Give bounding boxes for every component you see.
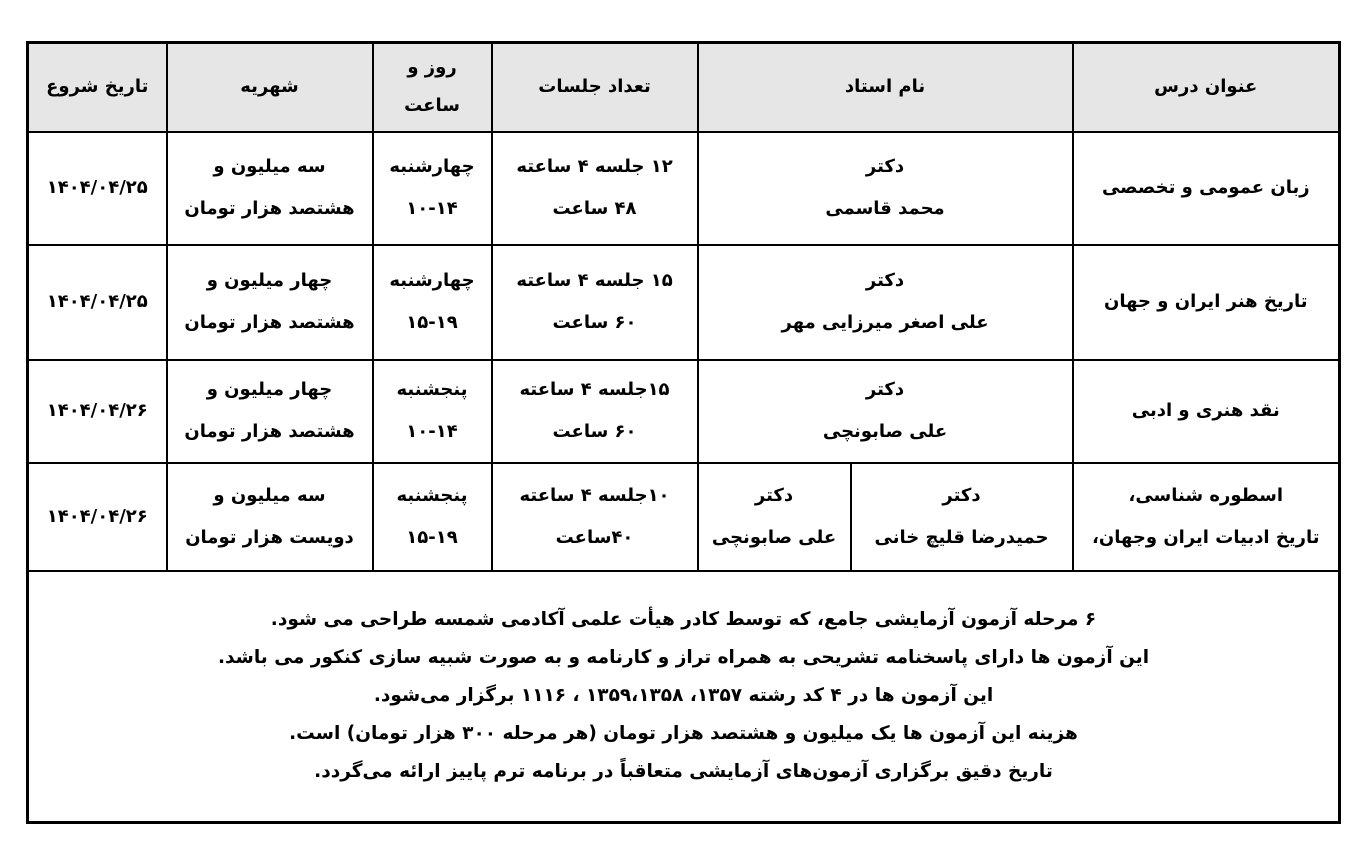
header-course-title: عنوان درس (1073, 43, 1340, 132)
table-row (28, 463, 1340, 571)
instructor-cell (698, 463, 851, 571)
note-line: این آزمون ها در ۴ کد رشته ۱۳۵۷، ۱۳۵۹،۱۳۵۸ ، ۱۱۱۶ برگزار می‌شود. (373, 685, 994, 707)
start-date-cell: ۱۴۰۴/۰۴/۲۵ (28, 132, 167, 245)
header-tuition: شهریه (167, 43, 373, 132)
tuition-line1: سه میلیون و (213, 156, 326, 177)
header-day-time-line1: روز و (407, 57, 457, 79)
header-instructor: نام استاد (698, 43, 1073, 132)
course-title-line2: تاریخ ادبیات ایران وجهان، (1092, 526, 1320, 548)
tuition-line1: چهار میلیون و (206, 270, 333, 291)
tuition-cell (167, 463, 373, 571)
day-time-cell (373, 245, 492, 360)
instructor-title: دکتر (865, 270, 905, 291)
table-row (28, 245, 1340, 360)
instructor-title: دکتر (865, 156, 905, 177)
header-row (28, 43, 1340, 132)
sessions-count: ۱۵ جلسه ۴ ساعته (516, 270, 673, 291)
tuition-line2: هشتصد هزار تومان (184, 312, 355, 333)
instructor-cell (698, 132, 1073, 245)
sessions-cell (492, 245, 698, 360)
time-label: ۱۰-۱۴ (406, 421, 458, 442)
note-line: ۶ مرحله آزمون آزمایشی جامع، که توسط کادر هیأت علمی آکادمی شمسه طراحی می شود. (270, 609, 1097, 631)
instructor-name: محمد قاسمی (825, 198, 945, 219)
sessions-cell (492, 132, 698, 245)
tuition-line2: هشتصد هزار تومان (184, 198, 355, 219)
tuition-line1: چهار میلیون و (206, 379, 333, 400)
note-line: تاریخ دقیق برگزاری آزمون‌های آزمایشی متعاقباً در برنامه ترم پاییز ارائه می‌گردد. (314, 761, 1053, 783)
course-title-cell: نقد هنری و ادبی (1073, 360, 1340, 463)
tuition-line2: دویست هزار تومان (185, 526, 354, 548)
table-row (28, 132, 1340, 245)
day-label: پنجشنبه (396, 379, 468, 400)
header-day-time-line2: ساعت (404, 95, 460, 117)
course-schedule-table (26, 41, 1341, 824)
day-label: چهارشنبه (389, 156, 475, 177)
course-title-cell: تاریخ هنر ایران و جهان (1073, 245, 1340, 360)
day-time-cell (373, 360, 492, 463)
instructor-cell (851, 463, 1073, 571)
header-start-date: تاریخ شروع (28, 43, 167, 132)
note-line: این آزمون ها دارای پاسخنامه تشریحی به همراه تراز و کارنامه و به صورت شبیه سازی کنکور می باشد. (217, 647, 1150, 669)
tuition-cell (167, 132, 373, 245)
time-label: ۱۰-۱۴ (406, 198, 458, 219)
instructor-cell (698, 245, 1073, 360)
tuition-line2: هشتصد هزار تومان (184, 421, 355, 442)
exam-notes-cell (28, 571, 1340, 823)
sessions-count: ۱۰جلسه ۴ ساعته (519, 484, 670, 506)
sessions-hours: ۴۸ ساعت (552, 198, 637, 219)
course-title-line1: اسطوره شناسی، (1128, 484, 1284, 506)
time-label: ۱۵-۱۹ (406, 526, 458, 548)
table-row (28, 360, 1340, 463)
sessions-hours: ۴۰ساعت (555, 526, 634, 548)
day-time-cell (373, 132, 492, 245)
day-label: چهارشنبه (389, 270, 475, 291)
instructor-cell (698, 360, 1073, 463)
course-title-cell (1073, 463, 1340, 571)
start-date-cell: ۱۴۰۴/۰۴/۲۵ (28, 245, 167, 360)
sessions-count: ۱۲ جلسه ۴ ساعته (516, 156, 673, 177)
instructor-title: دکتر (754, 484, 794, 506)
day-time-cell (373, 463, 492, 571)
sessions-cell (492, 360, 698, 463)
time-label: ۱۵-۱۹ (406, 312, 458, 333)
sessions-cell (492, 463, 698, 571)
start-date-cell: ۱۴۰۴/۰۴/۲۶ (28, 360, 167, 463)
note-line: هزینه این آزمون ها یک میلیون و هشتصد هزار تومان (هر مرحله ۳۰۰ هزار تومان) است. (289, 723, 1078, 745)
instructor-title: دکتر (865, 379, 905, 400)
day-label: پنجشنبه (396, 484, 468, 506)
header-day-time (373, 43, 492, 132)
instructor-title: دکتر (942, 484, 981, 506)
instructor-name: علی اصغر میرزایی مهر (781, 312, 989, 333)
tuition-cell (167, 245, 373, 360)
instructor-name: حمیدرضا قلیچ خانی (874, 526, 1049, 548)
tuition-line1: سه میلیون و (213, 484, 326, 506)
header-sessions: تعداد جلسات (492, 43, 698, 132)
sessions-hours: ۶۰ ساعت (552, 421, 637, 442)
sessions-count: ۱۵جلسه ۴ ساعته (519, 379, 670, 400)
notes-row (28, 571, 1340, 823)
instructor-name: علی صابونچی (711, 526, 837, 548)
tuition-cell (167, 360, 373, 463)
course-title-cell: زبان عمومی و تخصصی (1073, 132, 1340, 245)
sessions-hours: ۶۰ ساعت (552, 312, 637, 333)
instructor-name: علی صابونچی (822, 421, 948, 442)
start-date-cell: ۱۴۰۴/۰۴/۲۶ (28, 463, 167, 571)
